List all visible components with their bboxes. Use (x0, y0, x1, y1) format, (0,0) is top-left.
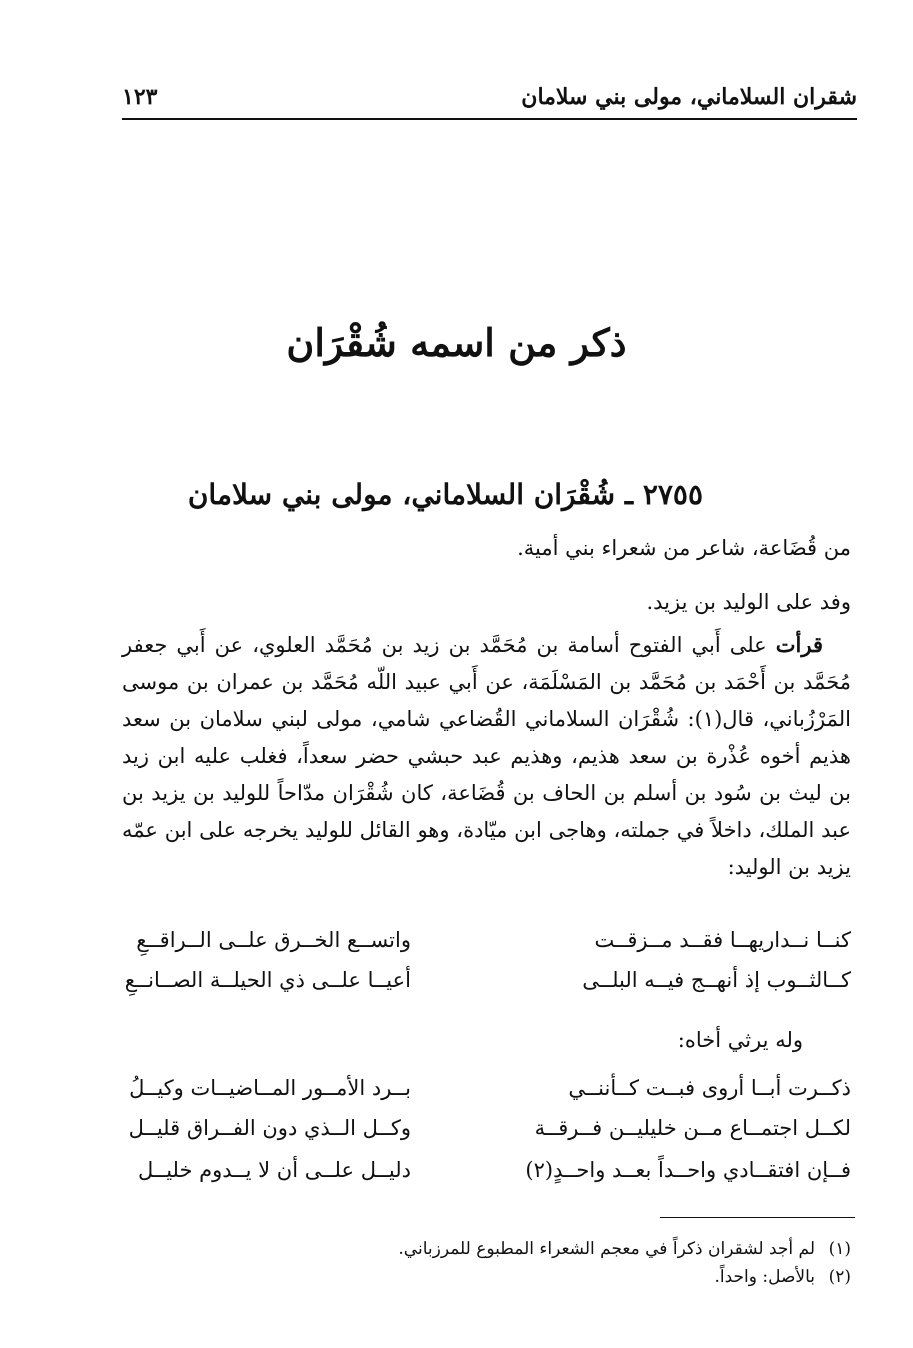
running-title: شقران السلاماني، مولى بني سلامان (521, 84, 857, 110)
page-header (122, 84, 857, 120)
footnote-number: (٢) (828, 1267, 851, 1287)
verse-second-hemistich: دليــل علــى أن لا يــدوم خليــل (138, 1158, 411, 1182)
paragraph-lead-word: قرأت (775, 632, 823, 657)
paragraph-origin: من قُضَاعة، شاعر من شعراء بني أمية. (517, 536, 851, 560)
paragraph-body: على أَبي الفتوح أسامة بن مُحَمَّد بن زيد بن مُحَمَّد العلوي، عن أَبي جعفر مُحَمَّد بن أَحْمَد بن مُحَمَّد بن المَسْلَمَة، عن أَبي عبيد اللّه مُحَمَّد بن عمران بن موسى المَرْزُباني، قال(١): شُقْرَان السلاماني القُضاعي شامي، مولى لبني سلامان بن سعد هذيم أخوه عُذْرة بن سعد هذيم، وهذيم عبد حبشي حضر سعداً، فغلب عليه ابن زيد بن ليث بن سُود بن أسلم بن الحاف بن قُضَاعة، كان شُقْرَان مدّاحاً للوليد بن يزيد بن عبد الملك، داخلاً في جملته، وهاجى ابن ميّادة، وهو القائل للوليد يخرجه على ابن عمّه يزيد بن الوليد: (122, 633, 851, 879)
poem2-verse-2 (122, 1116, 851, 1152)
paragraph-visit: وفد على الوليد بن يزيد. (646, 590, 851, 614)
footnote-2 (122, 1264, 851, 1290)
page-number: ١٢٣ (122, 84, 158, 110)
footnote-1 (122, 1236, 851, 1262)
verse-first-hemistich: كــالثــوب إذ أنهــج فيــه البلــى (582, 968, 851, 992)
poem2-verse-3 (122, 1158, 851, 1194)
section-title: ذكر من اسمه شُقْرَان (286, 320, 627, 365)
verse-first-hemistich: ذكــرت أبــا أروى فبــت كــأننــي (568, 1076, 851, 1100)
elegy-intro: وله يرثي أخاه: (677, 1028, 803, 1052)
poem2-verse-1 (122, 1076, 851, 1112)
footnote-text: لم أجد لشقران ذكراً في معجم الشعراء المطبوع للمرزباني. (398, 1239, 815, 1259)
poem1-verse-1 (122, 928, 851, 964)
verse-second-hemistich: واتســع الخــرق علــى الــراقــعِ (136, 928, 411, 952)
verse-second-hemistich: أعيــا علــى ذي الحيلــة الصــانــعِ (124, 968, 411, 992)
verse-second-hemistich: وكــل الــذي دون الفــراق قليــل (128, 1116, 411, 1140)
verse-first-hemistich: فــإن افتقــادي واحــداً بعــد واحــدٍ(٢) (525, 1158, 851, 1182)
entry-heading: ٢٧٥٥ ـ شُقْرَان السلاماني، مولى بني سلامان (187, 478, 703, 511)
paragraph-isnad (122, 626, 851, 886)
verse-first-hemistich: لكــل اجتمــاع مــن خليليــن فــرقــة (534, 1116, 851, 1140)
poem1-verse-2 (122, 968, 851, 1004)
verse-second-hemistich: بــرد الأمــور المــاضيــات وكيــلُ (129, 1076, 411, 1100)
footnote-divider (660, 1217, 855, 1218)
footnote-text: بالأصل: واحداً. (714, 1267, 815, 1287)
verse-first-hemistich: كنــا نــداريهــا فقــد مــزقــت (594, 928, 851, 952)
footnote-number: (١) (828, 1239, 851, 1259)
